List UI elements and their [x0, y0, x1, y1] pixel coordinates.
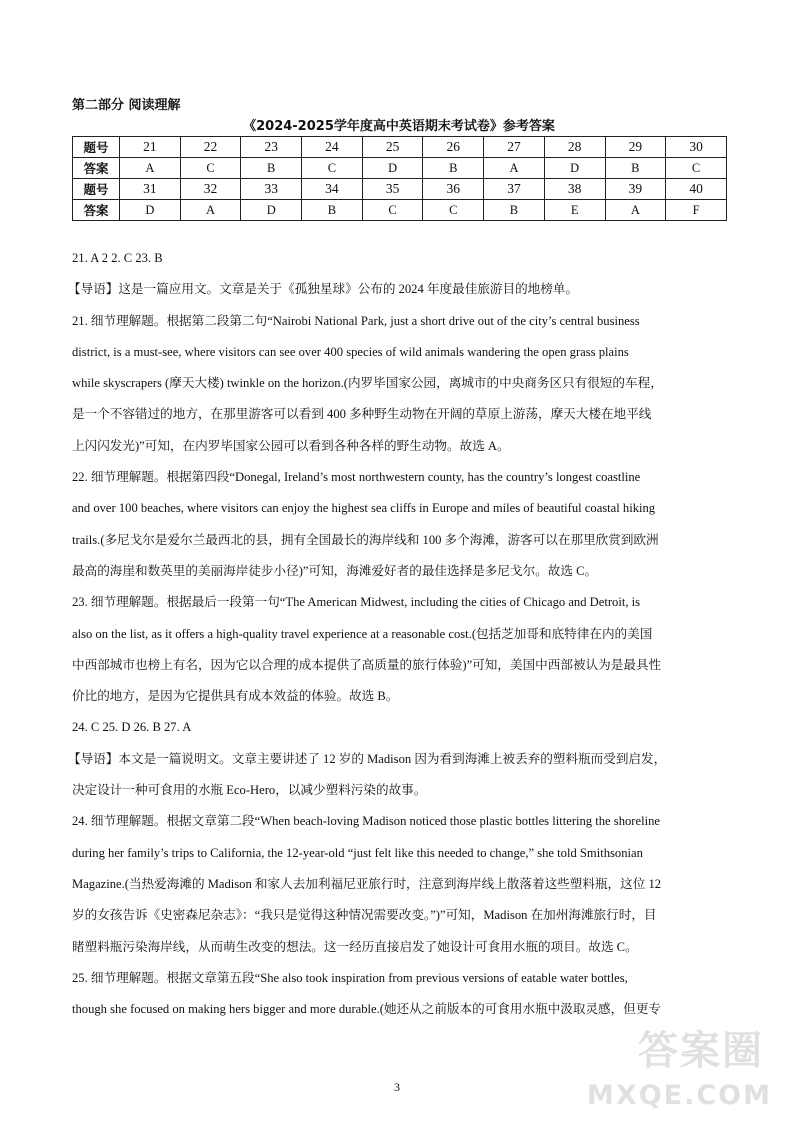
question-number-cell: 34 [302, 179, 363, 200]
table-row-numbers [73, 179, 727, 200]
answer-cell: A [484, 158, 545, 179]
text-line: during her family’s trips to California, the 12-year-old “just felt like this needed to change,” she told Smithsonian [72, 845, 643, 860]
answer-cell: C [302, 158, 363, 179]
text-line: 价比的地方，是因为它提供具有成本效益的体验。故选 B。 [72, 689, 399, 704]
question-number-cell: 31 [120, 179, 181, 200]
question-number-cell: 40 [666, 179, 727, 200]
answer-cell: D [241, 200, 302, 221]
question-number-cell: 36 [423, 179, 484, 200]
table-header-cell: 答案 [73, 200, 120, 221]
question-number-cell: 26 [423, 137, 484, 158]
answer-page [68, 94, 726, 1025]
question-number-cell: 35 [362, 179, 423, 200]
answer-cell: B [605, 158, 666, 179]
text-line: Magazine.(当热爱海滩的 Madison 和家人去加利福尼亚旅行时，注意到海岸线上散落着这些塑料瓶，这位 12 [72, 876, 662, 891]
document-title: 《2024-2025学年度高中英语期末考试卷》参考答案 [243, 119, 555, 134]
answer-cell: F [666, 200, 727, 221]
answer-cell: B [423, 158, 484, 179]
question-number-cell: 22 [180, 137, 241, 158]
text-line: 岁的女孩告诉《史密森尼杂志》：“我只是觉得这种情况需要改变。”)”可知，Madison 在加州海滩旅行时，目 [72, 908, 657, 923]
text-line: 【导语】这是一篇应用文。文章是关于《孤独星球》公布的 2024 年度最佳旅游目的地榜单。 [68, 282, 579, 297]
text-line: 22. 细节理解题。根据第四段“Donegal, Ireland’s most northwestern county, has the country’s longest coastline [72, 470, 641, 485]
answer-cell: C [180, 158, 241, 179]
answer-cell: A [120, 158, 181, 179]
table-header-cell: 题号 [73, 179, 120, 200]
text-line: 24. C 25. D 26. B 27. A [72, 720, 192, 735]
question-number-cell: 24 [302, 137, 363, 158]
question-number-cell: 21 [120, 137, 181, 158]
page-number: 3 [394, 1080, 400, 1094]
question-number-cell: 38 [544, 179, 605, 200]
question-number-cell: 23 [241, 137, 302, 158]
text-line: 21. 细节理解题。根据第二段第二句“Nairobi National Park, just a short drive out of the city’s central business [72, 313, 640, 328]
question-number-cell: 27 [484, 137, 545, 158]
watermark-top-text: 答案圈 [638, 1028, 764, 1074]
text-line: 23. 细节理解题。根据最后一段第一句“The American Midwest, including the cities of Chicago and Detroit, is [72, 595, 641, 610]
question-number-cell: 29 [605, 137, 666, 158]
question-number-cell: 30 [666, 137, 727, 158]
text-line: and over 100 beaches, where visitors can enjoy the highest sea cliffs in Europe and miles of beautiful coastal hiking [72, 501, 656, 516]
answer-cell: A [605, 200, 666, 221]
table-row-answers [73, 200, 727, 221]
answer-cell: C [666, 158, 727, 179]
question-number-cell: 39 [605, 179, 666, 200]
answer-cell: D [120, 200, 181, 221]
text-line: 上闪闪发光)”可知，在内罗毕国家公园可以看到各种各样的野生动物。故选 A。 [72, 438, 510, 453]
text-line: district, is a must-see, where visitors can see over 400 species of wild animals wandering the open grass plains [72, 344, 629, 359]
question-number-cell: 32 [180, 179, 241, 200]
question-number-cell: 25 [362, 137, 423, 158]
text-line: 最高的海崖和数英里的美丽海岸徒步小径)”可知，海滩爱好者的最佳选择是多尼戈尔。故选 C。 [72, 563, 598, 578]
table-row-numbers [73, 137, 727, 158]
text-line: 21. A 2 2. C 23. B [72, 251, 163, 265]
text-line: 【导语】本文是一篇说明文。文章主要讲述了 12 岁的 Madison 因为看到海滩上被丢弃的塑料瓶而受到启发， [68, 751, 667, 766]
watermark-logo [576, 1019, 772, 1111]
answer-cell: C [423, 200, 484, 221]
watermark-bottom-text: MXQE.COM [587, 1080, 772, 1111]
answer-cell: E [544, 200, 605, 221]
question-number-cell: 28 [544, 137, 605, 158]
text-line: while skyscrapers (摩天大楼) twinkle on the horizon.(内罗毕国家公园，离城市的中央商务区只有很短的车程， [72, 376, 663, 391]
answer-cell: D [544, 158, 605, 179]
question-number-cell: 33 [241, 179, 302, 200]
table-row-answers [73, 158, 727, 179]
text-line: 25. 细节理解题。根据文章第五段“She also took inspiration from previous versions of eatable water bottles, [72, 970, 628, 985]
table-header-cell: 答案 [73, 158, 120, 179]
answer-table [72, 136, 727, 221]
text-line: 睹塑料瓶污染海岸线，从而萌生改变的想法。这一经历直接启发了她设计可食用水瓶的项目。故选 C。 [72, 939, 638, 954]
explanation-text [68, 243, 726, 1025]
text-line: 24. 细节理解题。根据文章第二段“When beach-loving Madison noticed those plastic bottles littering the shoreline [72, 814, 660, 829]
answer-cell: B [241, 158, 302, 179]
question-number-cell: 37 [484, 179, 545, 200]
answer-cell: D [362, 158, 423, 179]
text-line: 是一个不容错过的地方，在那里游客可以看到 400 多种野生动物在开阔的草原上游荡，摩天大楼在地平线 [72, 407, 652, 422]
answer-cell: B [302, 200, 363, 221]
answer-cell: A [180, 200, 241, 221]
text-line: though she focused on making hers bigger and more durable.(她还从之前版本的可食用水瓶中汲取灵感，但更专 [72, 1002, 662, 1017]
text-line: trails.(多尼戈尔是爱尔兰最西北的县，拥有全国最长的海岸线和 100 多个海滩，游客可以在那里欣赏到欧洲 [72, 532, 659, 547]
answer-cell: B [484, 200, 545, 221]
text-line: also on the list, as it offers a high-quality travel experience at a reasonable cost.(包括芝加哥和底特律在内的美国 [72, 626, 653, 641]
text-line: 中西部城市也榜上有名，因为它以合理的成本提供了高质量的旅行体验)”可知，美国中西部被认为是最具性 [72, 657, 662, 672]
section-title: 第二部分 阅读理解 [72, 98, 181, 113]
text-line: 决定设计一种可食用的水瓶 Eco-Hero，以减少塑料污染的故事。 [72, 783, 427, 798]
answer-cell: C [362, 200, 423, 221]
table-header-cell: 题号 [73, 137, 120, 158]
